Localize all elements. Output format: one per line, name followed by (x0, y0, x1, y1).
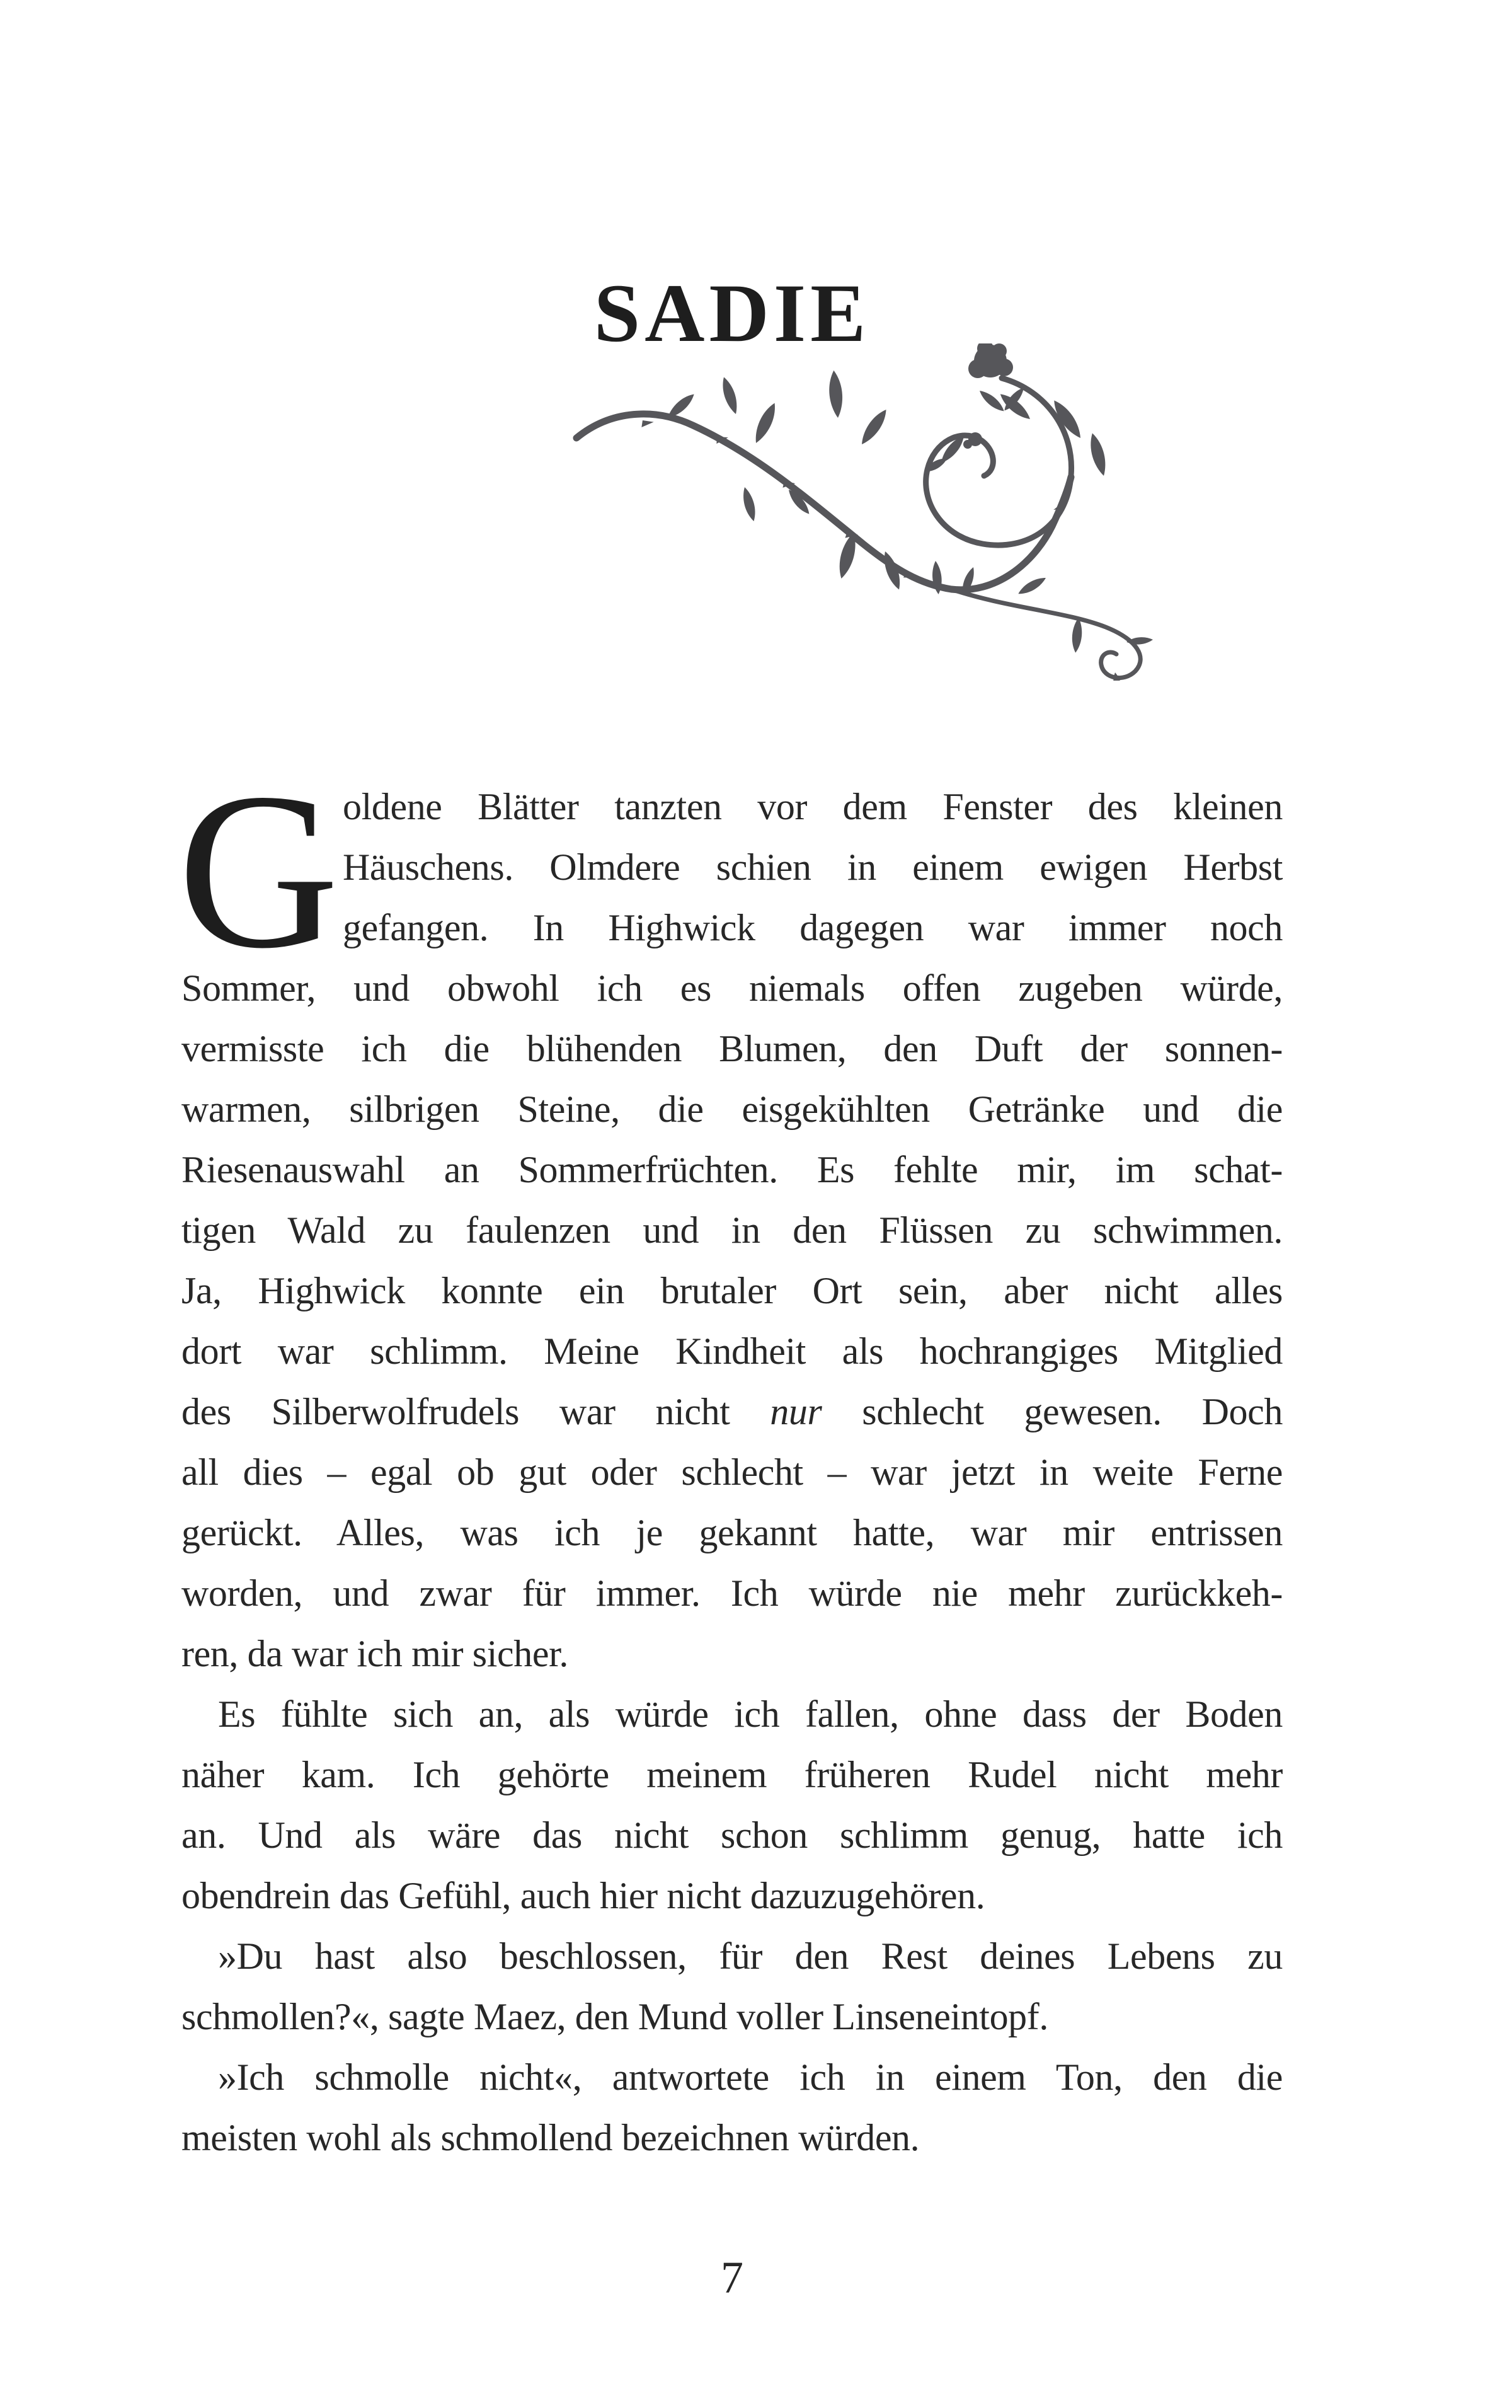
text-line: meisten wohl als schmollend bezeichnen würden. (181, 2117, 920, 2158)
text-line: Es fühlte sich an, als würde ich fallen, ohne dass der Boden (218, 1693, 1283, 1735)
page-number: 7 (721, 2252, 743, 2303)
text-line: oldene Blätter tanzten vor dem Fenster des kleinen (343, 786, 1283, 827)
drop-cap (178, 747, 343, 994)
text-line: an. Und als wäre das nicht schon schlimm genug, hatte ich (181, 1814, 1283, 1856)
text-line (181, 1381, 1283, 1442)
drop-cap-letter: G (178, 747, 339, 994)
rose-vine-flourish (567, 343, 1184, 681)
text-line: Riesenauswahl an Sommerfrüchten. Es fehlte mir, im schat- (181, 1149, 1283, 1190)
vine-twig (951, 589, 1140, 678)
text-segment: schlecht gewesen. Doch (822, 1391, 1283, 1432)
italic-text: nur (770, 1391, 822, 1432)
text-line: schmollen?«, sagte Maez, den Mund voller Linseneintopf. (181, 1996, 1048, 2037)
chapter-body (178, 747, 1283, 2168)
text-line: Häuschens. Olmdere schien in einem ewigen Herbst (343, 846, 1283, 888)
text-line: all dies – egal ob gut oder schlecht – war jetzt in weite Ferne (181, 1451, 1283, 1493)
vine-stem (576, 414, 1071, 590)
text-segment: des Silberwolfrudels war nicht (181, 1391, 770, 1432)
text-line: dort war schlimm. Meine Kindheit als hochrangiges Mitglied (181, 1330, 1283, 1372)
text-line: vermisste ich die blühenden Blumen, den Duft der sonnen- (181, 1028, 1283, 1069)
text-line: Ja, Highwick konnte ein brutaler Ort sein, aber nicht alles (181, 1270, 1283, 1311)
text-line: Sommer, und obwohl ich es niemals offen zugeben würde, (181, 967, 1283, 1009)
text-line: »Ich schmolle nicht«, antwortete ich in einem Ton, den die (218, 2056, 1283, 2098)
text-line: »Du hast also beschlossen, für den Rest deines Lebens zu (218, 1935, 1283, 1977)
text-line: worden, und zwar für immer. Ich würde nie mehr zurückkeh- (181, 1572, 1283, 1614)
text-line: tigen Wald zu faulenzen und in den Flüssen zu schwimmen. (181, 1209, 1283, 1251)
vine-leaves (665, 370, 1154, 681)
text-line: ren, da war ich mir sicher. (181, 1633, 568, 1674)
chapter-title: SADIE (593, 267, 871, 359)
text-line: warmen, silbrigen Steine, die eisgekühlten Getränke und die (181, 1088, 1283, 1130)
text-line: obendrein das Gefühl, auch hier nicht dazuzugehören. (181, 1875, 985, 1916)
text-line: gefangen. In Highwick dagegen war immer noch (343, 907, 1283, 948)
rose-blossom (968, 343, 1013, 378)
text-line: gerückt. Alles, was ich je gekannt hatte, war mir entrissen (181, 1512, 1283, 1553)
text-line: näher kam. Ich gehörte meinem früheren Rudel nicht mehr (181, 1754, 1283, 1795)
